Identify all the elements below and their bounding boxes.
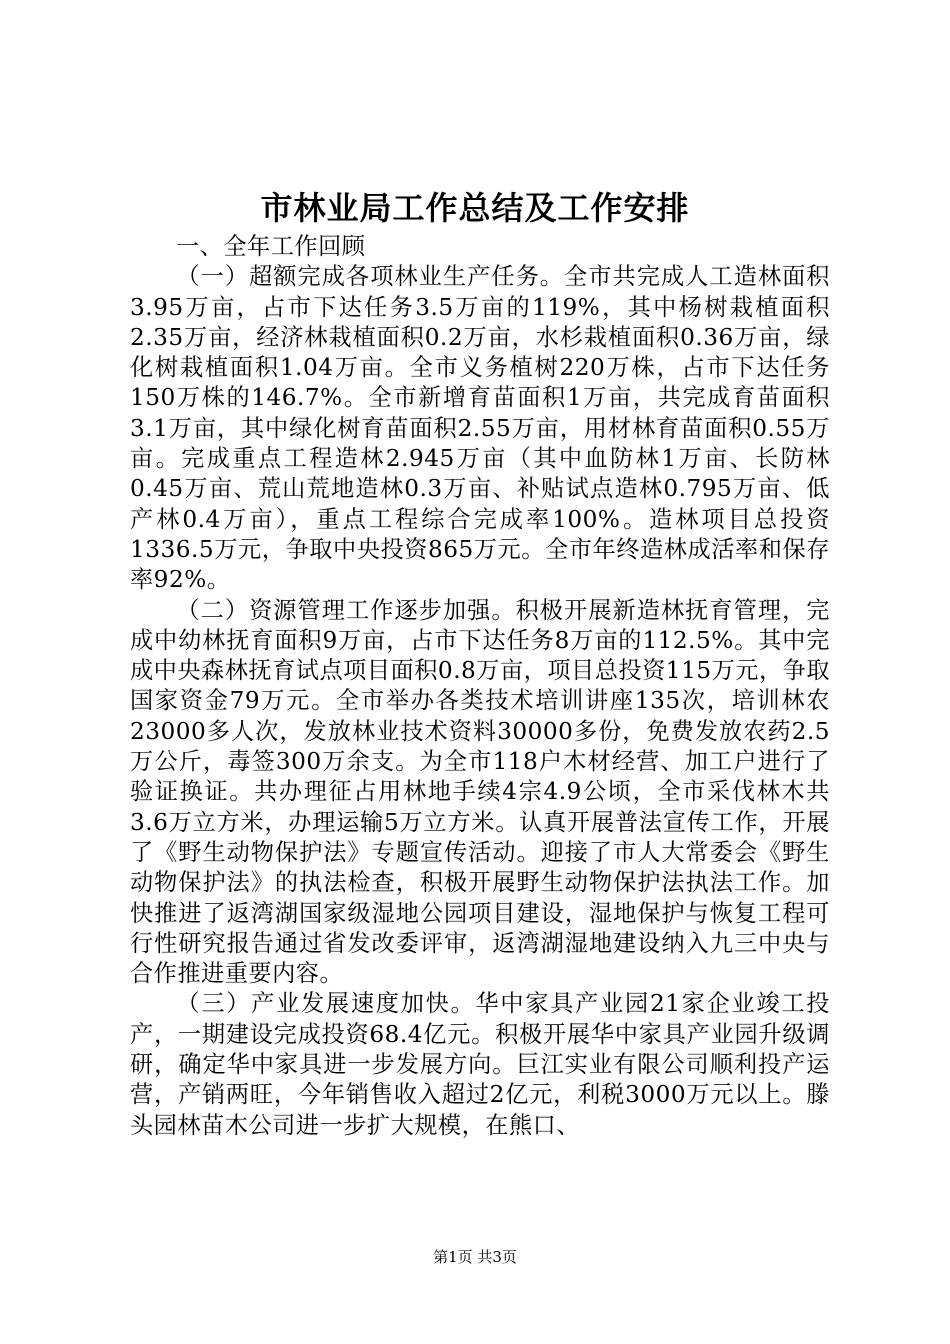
paragraph-production-tasks: （一）超额完成各项林业生产任务。全市共完成人工造林面积3.95万亩，占市下达任务3.5万亩的119%，其中杨树栽植面积2.35万亩，经济林栽植面积0.2万亩，水杉栽植面积0.36万亩，绿化树栽植面积1.04万亩。全市义务植树220万株，占市下达任务150万株的146.7%。全市新增育苗面积1万亩，共完成育苗面积3.1万亩，其中绿化树育苗面积2.55万亩，用材林育苗面积0.55万亩。完成重点工程造林2.945万亩（其中血防林1万亩、长防林0.45万亩、荒山荒地造林0.3万亩、补贴试点造林0.795万亩、低产林0.4万亩），重点工程综合完成率100%。造林项目总投资1336.5万元，争取中央投资865万元。全市年终造林成活率和保存率92%。 xyxy=(130,263,830,594)
page-footer: 第1页 共3页 xyxy=(433,1248,517,1266)
paragraph-resource-management: （二）资源管理工作逐步加强。积极开展新造林抚育管理，完成中幼林抚育面积9万亩，占市下达任务8万亩的112.5%。其中完成中央森林抚育试点项目面积0.8万亩，项目总投资115万元，争取国家资金79万元。全市举办各类技术培训讲座135次，培训林农23000多人次，发放林业技术资料30000多份，免费发放农药2.5万公斤，毒签300万余支。为全市118户木材经营、加工户进行了验证换证。共办理征占用林地手续4宗4.9公顷，全市采伐林木共3.6万立方米，办理运输5万立方米。认真开展普法宣传工作，开展了《野生动物保护法》专题宣传活动。迎接了市人大常委会《野生动物保护法》的执法检查，积极开展野生动物保护法执法工作。加快推进了返湾湖国家级湿地公园项目建设，湿地保护与恢复工程可行性研究报告通过省发改委评审，返湾湖湿地建设纳入九三中央与合作推进重要内容。 xyxy=(130,596,831,988)
section-heading: 一、全年工作回顾 xyxy=(176,233,366,260)
page-title: 市林业局工作总结及工作安排 xyxy=(260,189,690,227)
document-body xyxy=(130,232,830,1141)
paragraph-industry-development: （三）产业发展速度加快。华中家具产业园21家企业竣工投产，一期建设完成投资68.4亿元。积极开展华中家具产业园升级调研，确定华中家具进一步发展方向。巨江实业有限公司顺利投产运营，产销两旺，今年销售收入超过2亿元，利税3000万元以上。滕头园林苗木公司进一步扩大规模，在熊口、 xyxy=(130,990,830,1139)
